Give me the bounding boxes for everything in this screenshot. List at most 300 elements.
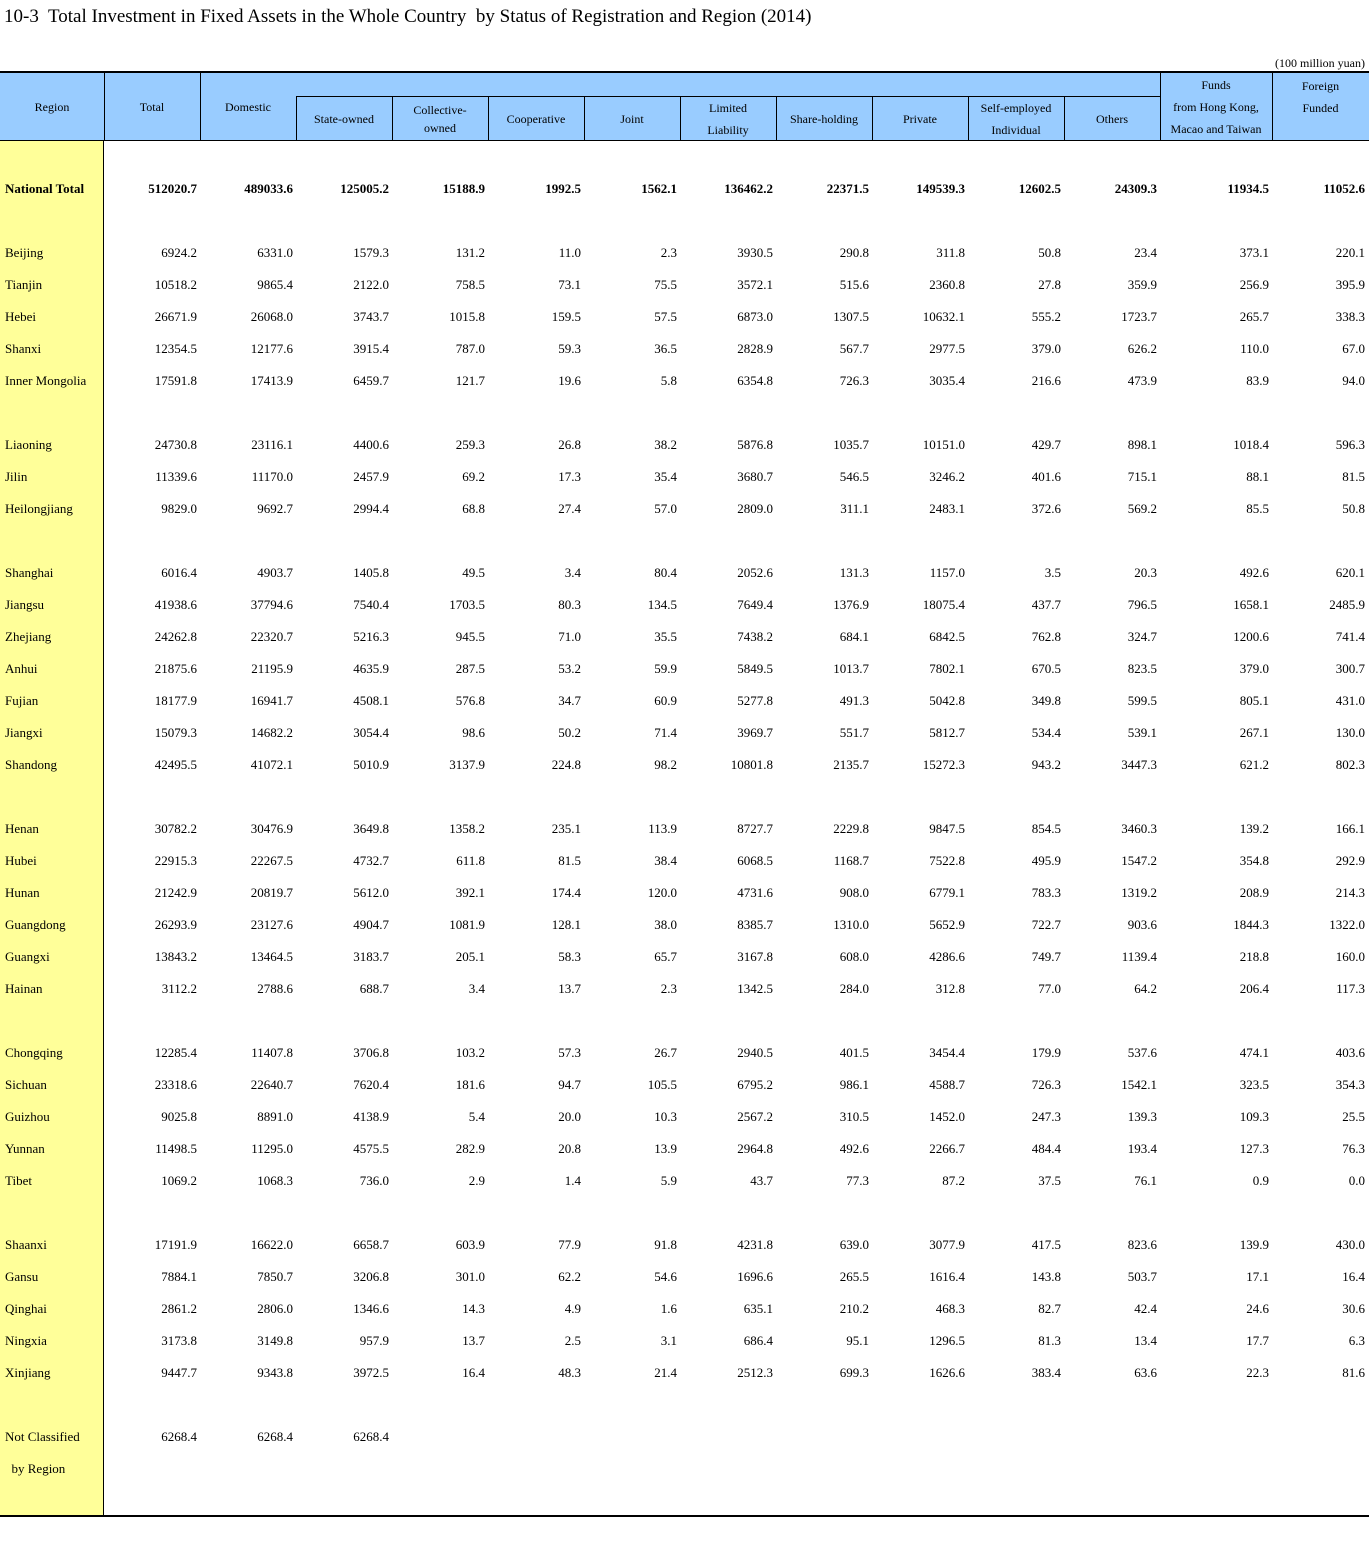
- value-cell: 4575.5: [353, 1141, 389, 1156]
- value-cell: 0.0: [1348, 1173, 1365, 1188]
- value-cell: 1068.3: [257, 1173, 293, 1188]
- value-cell: 1452.0: [929, 1109, 965, 1124]
- value-cell: 24730.8: [154, 437, 197, 452]
- value-cell: 986.1: [839, 1077, 869, 1092]
- value-cell: 311.8: [936, 245, 965, 260]
- value-cell: 16622.0: [250, 1237, 293, 1252]
- value-cell: 3149.8: [257, 1333, 293, 1348]
- value-cell: 94.7: [558, 1077, 581, 1092]
- region-name: Tianjin: [5, 277, 43, 292]
- value-cell: 3054.4: [353, 725, 389, 740]
- header-divider: [1064, 96, 1065, 141]
- value-cell: 338.3: [1335, 309, 1365, 324]
- value-cell: 2.3: [660, 981, 677, 996]
- value-cell: 2940.5: [737, 1045, 773, 1060]
- value-cell: 3460.3: [1121, 821, 1157, 836]
- value-cell: 21195.9: [251, 661, 293, 676]
- value-cell: 9847.5: [929, 821, 965, 836]
- value-cell: 555.2: [1031, 309, 1061, 324]
- value-cell: 37.5: [1038, 1173, 1061, 1188]
- header-divider: [488, 96, 489, 141]
- value-cell: 1296.5: [929, 1333, 965, 1348]
- value-cell: 762.8: [1031, 629, 1061, 644]
- value-cell: 1992.5: [545, 181, 581, 196]
- table-row: [0, 717, 1369, 749]
- value-cell: 495.9: [1031, 853, 1061, 868]
- value-cell: 91.8: [654, 1237, 677, 1252]
- value-cell: 2861.2: [161, 1301, 197, 1316]
- value-cell: 256.9: [1239, 277, 1269, 292]
- value-cell: 143.8: [1031, 1269, 1061, 1284]
- value-cell: 715.1: [1127, 469, 1157, 484]
- value-cell: 301.0: [455, 1269, 485, 1284]
- value-cell: 2122.0: [353, 277, 389, 292]
- value-cell: 1013.7: [833, 661, 869, 676]
- table-row: [0, 237, 1369, 269]
- value-cell: 9865.4: [257, 277, 293, 292]
- table-bottom-rule: [0, 1515, 1369, 1517]
- value-cell: 38.2: [654, 437, 677, 452]
- value-cell: 783.3: [1031, 885, 1061, 900]
- value-cell: 14682.2: [250, 725, 293, 740]
- value-cell: 22371.5: [826, 181, 869, 196]
- value-cell: 105.5: [647, 1077, 677, 1092]
- unit-label: (100 million yuan): [1275, 56, 1365, 70]
- table-row: [0, 845, 1369, 877]
- value-cell: 77.0: [1038, 981, 1061, 996]
- value-cell: 73.1: [558, 277, 581, 292]
- value-cell: 81.3: [1038, 1333, 1061, 1348]
- value-cell: 758.5: [455, 277, 485, 292]
- value-cell: 3969.7: [737, 725, 773, 740]
- value-cell: 492.6: [839, 1141, 869, 1156]
- value-cell: 787.0: [455, 341, 485, 356]
- value-cell: 9343.8: [257, 1365, 293, 1380]
- value-cell: 534.4: [1031, 725, 1061, 740]
- value-cell: 515.6: [839, 277, 869, 292]
- table-row: [0, 429, 1369, 461]
- value-cell: 1696.6: [737, 1269, 773, 1284]
- value-cell: 569.2: [1127, 501, 1157, 516]
- value-cell: 121.7: [455, 373, 485, 388]
- value-cell: 4732.7: [353, 853, 389, 868]
- header-divider: [296, 96, 297, 141]
- value-cell: 431.0: [1335, 693, 1365, 708]
- value-cell: 15188.9: [442, 181, 485, 196]
- value-cell: 38.0: [654, 917, 677, 932]
- value-cell: 8727.7: [737, 821, 773, 836]
- value-cell: 17.7: [1246, 1333, 1269, 1348]
- value-cell: 292.9: [1335, 853, 1365, 868]
- value-cell: 3649.8: [353, 821, 389, 836]
- region-name: Qinghai: [5, 1301, 47, 1316]
- value-cell: 8891.0: [257, 1109, 293, 1124]
- table-row: [0, 301, 1369, 333]
- table-row: [0, 1101, 1369, 1133]
- value-cell: 17413.9: [250, 373, 293, 388]
- region-name: Hunan: [5, 885, 40, 900]
- value-cell: 1703.5: [449, 597, 485, 612]
- region-name: Yunnan: [5, 1141, 45, 1156]
- value-cell: 5.4: [468, 1109, 485, 1124]
- value-cell: 1579.3: [353, 245, 389, 260]
- region-name: Shanxi: [5, 341, 42, 356]
- value-cell: 3.1: [660, 1333, 677, 1348]
- region-name: Sichuan: [5, 1077, 47, 1092]
- value-cell: 210.2: [839, 1301, 869, 1316]
- table-row: [0, 877, 1369, 909]
- value-cell: 805.1: [1239, 693, 1269, 708]
- value-cell: 7540.4: [353, 597, 389, 612]
- header-divider: [776, 96, 777, 141]
- value-cell: 2806.0: [257, 1301, 293, 1316]
- value-cell: 430.0: [1335, 1237, 1365, 1252]
- value-cell: 5277.8: [737, 693, 773, 708]
- header-hk-line3: Macao and Taiwan: [1170, 122, 1262, 136]
- value-cell: 1405.8: [353, 565, 389, 580]
- value-cell: 2.5: [564, 1333, 581, 1348]
- table-row: [0, 909, 1369, 941]
- value-cell: 2135.7: [833, 757, 869, 772]
- table-row: [0, 813, 1369, 845]
- value-cell: 83.9: [1246, 373, 1269, 388]
- value-cell: 3572.1: [737, 277, 773, 292]
- header-divider: [680, 96, 681, 141]
- value-cell: 103.2: [455, 1045, 485, 1060]
- value-cell: 1723.7: [1121, 309, 1157, 324]
- value-cell: 64.2: [1134, 981, 1157, 996]
- value-cell: 139.3: [1127, 1109, 1157, 1124]
- value-cell: 4400.6: [353, 437, 389, 452]
- value-cell: 802.3: [1335, 757, 1365, 772]
- value-cell: 159.5: [551, 309, 581, 324]
- value-cell: 2994.4: [353, 501, 389, 516]
- value-cell: 57.5: [654, 309, 677, 324]
- value-cell: 908.0: [839, 885, 869, 900]
- value-cell: 11934.5: [1227, 181, 1269, 196]
- region-name: Shanghai: [5, 565, 54, 580]
- table-row: [0, 1037, 1369, 1069]
- value-cell: 688.7: [359, 981, 389, 996]
- value-cell: 3035.4: [929, 373, 965, 388]
- value-cell: 699.3: [839, 1365, 869, 1380]
- value-cell: 539.1: [1127, 725, 1157, 740]
- value-cell: 23.4: [1134, 245, 1157, 260]
- value-cell: 300.7: [1335, 661, 1365, 676]
- value-cell: 6842.5: [929, 629, 965, 644]
- value-cell: 311.1: [840, 501, 869, 516]
- value-cell: 9025.8: [161, 1109, 197, 1124]
- value-cell: 59.3: [558, 341, 581, 356]
- table-row: [0, 749, 1369, 781]
- value-cell: 35.5: [654, 629, 677, 644]
- value-cell: 639.0: [839, 1237, 869, 1252]
- value-cell: 6459.7: [353, 373, 389, 388]
- value-cell: 22267.5: [250, 853, 293, 868]
- value-cell: 15079.3: [154, 725, 197, 740]
- value-cell: 749.7: [1031, 949, 1061, 964]
- value-cell: 3915.4: [353, 341, 389, 356]
- value-cell: 59.9: [654, 661, 677, 676]
- value-cell: 117.3: [1336, 981, 1365, 996]
- table-row: [0, 173, 1369, 205]
- value-cell: 484.4: [1031, 1141, 1061, 1156]
- value-cell: 2052.6: [737, 565, 773, 580]
- value-cell: 945.5: [455, 629, 485, 644]
- value-cell: 6331.0: [257, 245, 293, 260]
- value-cell: 17.3: [558, 469, 581, 484]
- value-cell: 1319.2: [1121, 885, 1157, 900]
- header-hk-line1: Funds: [1201, 78, 1231, 92]
- value-cell: 71.0: [558, 629, 581, 644]
- value-cell: 34.7: [558, 693, 581, 708]
- value-cell: 43.7: [750, 1173, 773, 1188]
- header-limited-liability: [680, 96, 776, 141]
- value-cell: 235.1: [551, 821, 581, 836]
- region-name: Henan: [5, 821, 39, 836]
- value-cell: 1069.2: [161, 1173, 197, 1188]
- value-cell: 179.9: [1031, 1045, 1061, 1060]
- value-cell: 3077.9: [929, 1237, 965, 1252]
- header-self-line1: Self-employed: [980, 100, 1052, 115]
- value-cell: 474.1: [1239, 1045, 1269, 1060]
- value-cell: 823.5: [1127, 661, 1157, 676]
- value-cell: 6016.4: [161, 565, 197, 580]
- header-region: Region: [34, 100, 70, 114]
- value-cell: 7884.1: [161, 1269, 197, 1284]
- header-subrule: [296, 96, 1160, 97]
- value-cell: 41072.1: [250, 757, 293, 772]
- value-cell: 468.3: [935, 1301, 965, 1316]
- value-cell: 3167.8: [737, 949, 773, 964]
- value-cell: 22.3: [1246, 1365, 1269, 1380]
- table-row: [0, 1229, 1369, 1261]
- value-cell: 17191.9: [154, 1237, 197, 1252]
- value-cell: 491.3: [839, 693, 869, 708]
- value-cell: 401.6: [1031, 469, 1061, 484]
- value-cell: 6658.7: [353, 1237, 389, 1252]
- value-cell: 1081.9: [449, 917, 485, 932]
- value-cell: 10.3: [654, 1109, 677, 1124]
- region-name: by Region: [5, 1461, 66, 1476]
- value-cell: 2360.8: [929, 277, 965, 292]
- value-cell: 3706.8: [353, 1045, 389, 1060]
- value-cell: 2457.9: [353, 469, 389, 484]
- value-cell: 282.9: [455, 1141, 485, 1156]
- value-cell: 82.7: [1038, 1301, 1061, 1316]
- table-row: [0, 941, 1369, 973]
- value-cell: 95.1: [846, 1333, 869, 1348]
- value-cell: 401.5: [839, 1045, 869, 1060]
- value-cell: 1157.0: [929, 565, 965, 580]
- region-name: Hubei: [5, 853, 37, 868]
- value-cell: 1168.7: [833, 853, 869, 868]
- value-cell: 3173.8: [161, 1333, 197, 1348]
- region-name: Liaoning: [5, 437, 52, 452]
- value-cell: 620.1: [1335, 565, 1365, 580]
- value-cell: 12177.6: [250, 341, 293, 356]
- value-cell: 2828.9: [737, 341, 773, 356]
- header-joint: Joint: [620, 111, 644, 126]
- value-cell: 57.3: [558, 1045, 581, 1060]
- value-cell: 62.2: [558, 1269, 581, 1284]
- value-cell: 3137.9: [449, 757, 485, 772]
- table-row: [0, 1069, 1369, 1101]
- value-cell: 1018.4: [1233, 437, 1269, 452]
- header-hk-macao-taiwan: [1160, 73, 1272, 141]
- header-collective: [392, 96, 488, 141]
- value-cell: 898.1: [1127, 437, 1157, 452]
- header-divider: [968, 96, 969, 141]
- value-cell: 736.0: [359, 1173, 389, 1188]
- value-cell: 11498.5: [155, 1141, 197, 1156]
- value-cell: 113.9: [648, 821, 677, 836]
- table-row: [0, 493, 1369, 525]
- header-total: Total: [139, 100, 165, 114]
- value-cell: 943.2: [1031, 757, 1061, 772]
- region-name: Zhejiang: [5, 629, 52, 644]
- value-cell: 7620.4: [353, 1077, 389, 1092]
- value-cell: 88.1: [1246, 469, 1269, 484]
- value-cell: 741.4: [1335, 629, 1365, 644]
- value-cell: 13.7: [558, 981, 581, 996]
- value-cell: 7802.1: [929, 661, 965, 676]
- table-row: [0, 589, 1369, 621]
- value-cell: 5876.8: [737, 437, 773, 452]
- value-cell: 626.2: [1127, 341, 1157, 356]
- value-cell: 3183.7: [353, 949, 389, 964]
- value-cell: 354.3: [1335, 1077, 1365, 1092]
- value-cell: 36.5: [654, 341, 677, 356]
- value-cell: 2788.6: [257, 981, 293, 996]
- value-cell: 4508.1: [353, 693, 389, 708]
- table-row: [0, 685, 1369, 717]
- value-cell: 551.7: [839, 725, 869, 740]
- value-cell: 903.6: [1127, 917, 1157, 932]
- value-cell: 1310.0: [833, 917, 869, 932]
- value-cell: 8385.7: [737, 917, 773, 932]
- header-share-holding: Share-holding: [790, 111, 858, 126]
- value-cell: 205.1: [455, 949, 485, 964]
- value-cell: 53.2: [558, 661, 581, 676]
- value-cell: 373.1: [1239, 245, 1269, 260]
- value-cell: 37794.6: [250, 597, 293, 612]
- value-cell: 19.6: [558, 373, 581, 388]
- value-cell: 208.9: [1239, 885, 1269, 900]
- table-row: [0, 1165, 1369, 1197]
- table-row: [0, 1357, 1369, 1389]
- value-cell: 20.0: [558, 1109, 581, 1124]
- value-cell: 2266.7: [929, 1141, 965, 1156]
- value-cell: 139.9: [1239, 1237, 1269, 1252]
- value-cell: 512020.7: [148, 181, 197, 196]
- value-cell: 1.6: [660, 1301, 677, 1316]
- region-name: Jiangxi: [5, 725, 43, 740]
- value-cell: 359.9: [1127, 277, 1157, 292]
- value-cell: 2.9: [468, 1173, 485, 1188]
- region-name: Ningxia: [5, 1333, 47, 1348]
- header-foreign-line1: Foreign: [1301, 79, 1340, 93]
- value-cell: 596.3: [1335, 437, 1365, 452]
- value-cell: 635.1: [743, 1301, 773, 1316]
- value-cell: 12285.4: [154, 1045, 197, 1060]
- value-cell: 38.4: [654, 853, 677, 868]
- value-cell: 6873.0: [737, 309, 773, 324]
- value-cell: 10801.8: [730, 757, 773, 772]
- value-cell: 670.5: [1031, 661, 1061, 676]
- value-cell: 54.6: [654, 1269, 677, 1284]
- header-divider: [200, 73, 201, 141]
- value-cell: 2485.9: [1329, 597, 1365, 612]
- region-name: Tibet: [5, 1173, 32, 1188]
- table-row: [0, 1261, 1369, 1293]
- value-cell: 403.6: [1335, 1045, 1365, 1060]
- value-cell: 23116.1: [251, 437, 293, 452]
- region-name: Beijing: [5, 245, 44, 260]
- value-cell: 392.1: [455, 885, 485, 900]
- value-cell: 12354.5: [154, 341, 197, 356]
- value-cell: 24262.8: [154, 629, 197, 644]
- value-cell: 2483.1: [929, 501, 965, 516]
- region-name: Guizhou: [5, 1109, 50, 1124]
- value-cell: 1342.5: [737, 981, 773, 996]
- value-cell: 796.5: [1127, 597, 1157, 612]
- value-cell: 726.3: [1031, 1077, 1061, 1092]
- value-cell: 379.0: [1239, 661, 1269, 676]
- value-cell: 17.1: [1246, 1269, 1269, 1284]
- value-cell: 25.5: [1342, 1109, 1365, 1124]
- table-row: [0, 1421, 1369, 1453]
- value-cell: 4138.9: [353, 1109, 389, 1124]
- value-cell: 3930.5: [737, 245, 773, 260]
- value-cell: 599.5: [1127, 693, 1157, 708]
- value-cell: 621.2: [1239, 757, 1269, 772]
- value-cell: 11170.0: [251, 469, 293, 484]
- value-cell: 383.4: [1031, 1365, 1061, 1380]
- value-cell: 310.5: [839, 1109, 869, 1124]
- value-cell: 81.5: [558, 853, 581, 868]
- value-cell: 312.8: [935, 981, 965, 996]
- value-cell: 6924.2: [161, 245, 197, 260]
- value-cell: 537.6: [1127, 1045, 1157, 1060]
- header-self-employed: [968, 96, 1064, 141]
- header-others: Others: [1096, 111, 1128, 126]
- region-name: Jiangsu: [5, 597, 44, 612]
- value-cell: 0.9: [1252, 1173, 1269, 1188]
- value-cell: 284.0: [839, 981, 869, 996]
- value-cell: 10632.1: [922, 309, 965, 324]
- region-name: Not Classified: [5, 1429, 80, 1444]
- value-cell: 23127.6: [250, 917, 293, 932]
- value-cell: 3246.2: [929, 469, 965, 484]
- value-cell: 5010.9: [353, 757, 389, 772]
- value-cell: 110.0: [1240, 341, 1269, 356]
- value-cell: 76.1: [1134, 1173, 1157, 1188]
- value-cell: 21.4: [654, 1365, 677, 1380]
- value-cell: 4635.9: [353, 661, 389, 676]
- value-cell: 324.7: [1127, 629, 1157, 644]
- region-name: Guangdong: [5, 917, 66, 932]
- value-cell: 4904.7: [353, 917, 389, 932]
- value-cell: 10518.2: [154, 277, 197, 292]
- value-cell: 134.5: [647, 597, 677, 612]
- region-name: National Total: [5, 181, 85, 196]
- value-cell: 181.6: [455, 1077, 485, 1092]
- value-cell: 2567.2: [737, 1109, 773, 1124]
- table-row: [0, 333, 1369, 365]
- region-name: Chongqing: [5, 1045, 63, 1060]
- value-cell: 5042.8: [929, 693, 965, 708]
